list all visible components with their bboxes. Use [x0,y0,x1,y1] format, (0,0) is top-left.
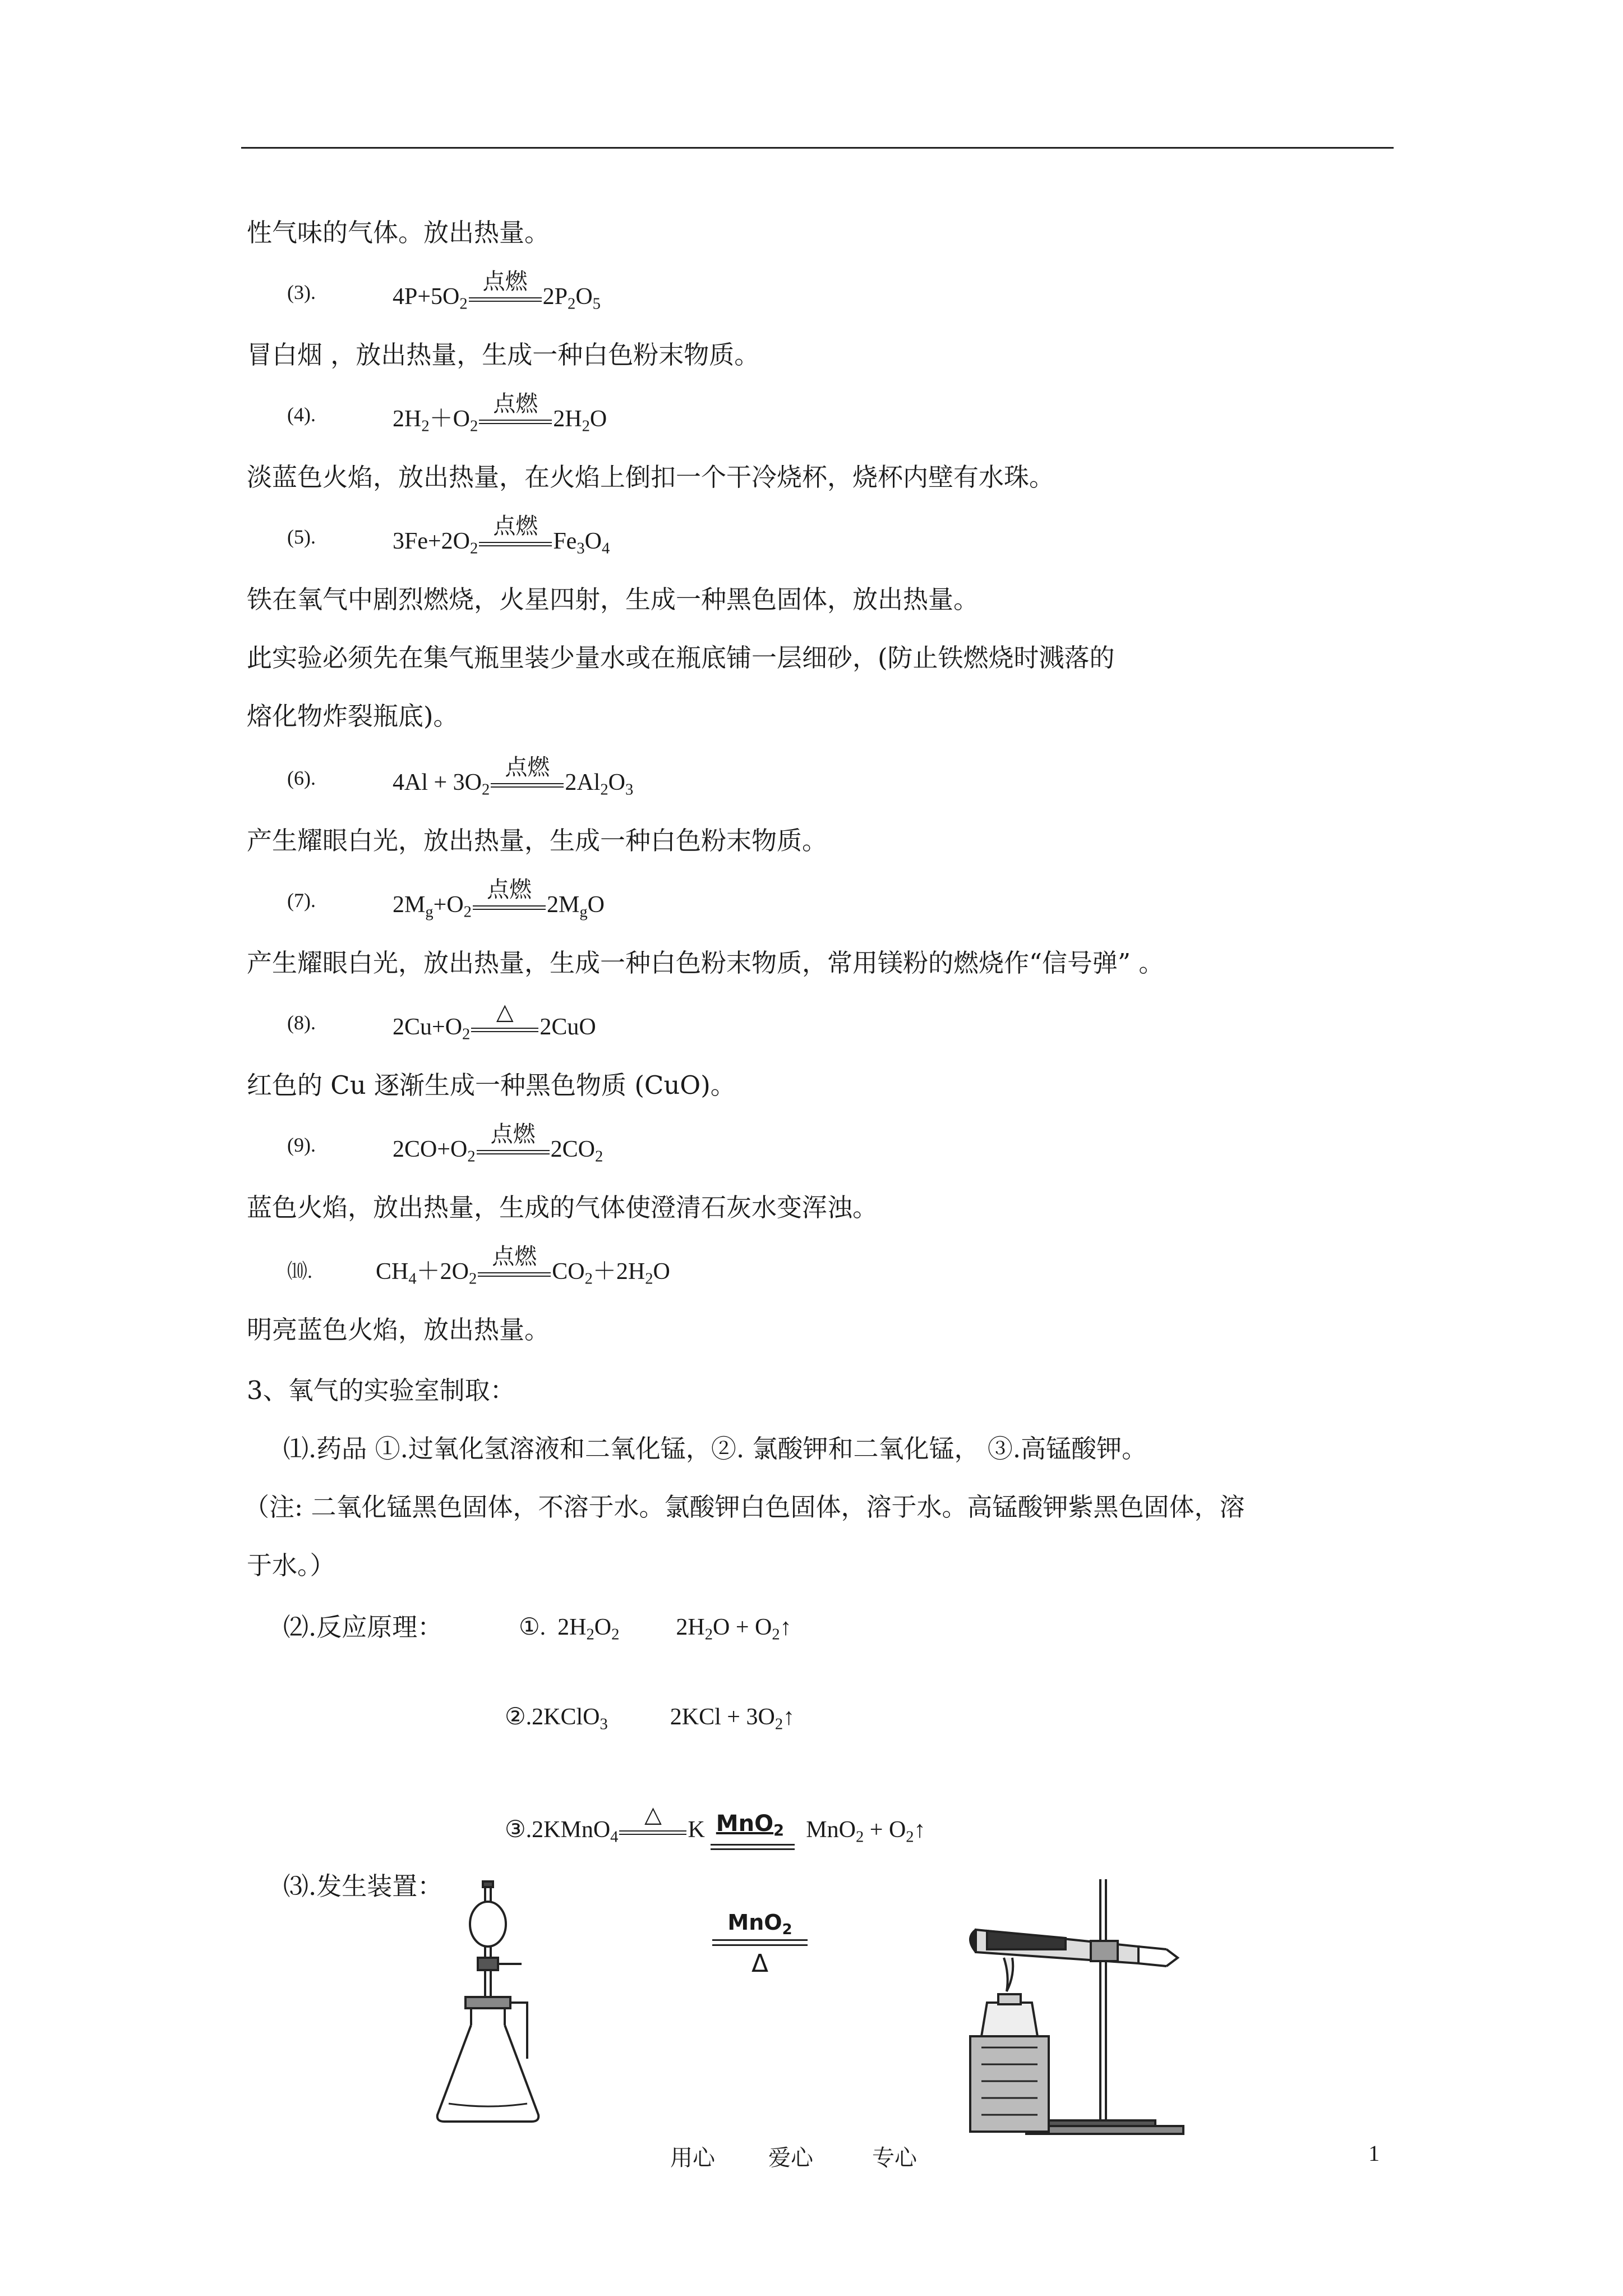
text-line: 红色的 Cu 逐渐生成一种黑色物质 (CuO)。 [247,1070,736,1100]
footer-text: 专心 [872,2145,917,2171]
text-line: ⑶.发生装置： [283,1871,443,1901]
principle-2: ②.2KClO$_3$ $2KCl + 3O_2↑$ [505,1704,795,1733]
text-line: 产生耀眼白光，放出热量，生成一种白色粉末物质，常用镁粉的燃烧作“信号弹” 。 [247,948,1164,978]
condition-arrow: 点燃 [469,282,542,304]
text-line: （注: 二氧化锰黑色固体，不溶于水。氯酸钾白色固体，溶于水。高锰酸钾紫黑色固体，溶 [244,1492,1245,1522]
header-rule [241,147,1394,149]
reaction-number: (9). [287,1134,316,1156]
test-tube-heating-image [953,1879,1189,2137]
reaction-7: $2M_g+O_2$ 点燃 $2M_gO$ [393,877,605,921]
mno2-catalyst-label: MnO$_2$ [705,1815,800,1837]
page-number: 1 [1368,2141,1380,2166]
reaction-9: $2CO+O_2$ 点燃 $2CO_2$ [393,1121,603,1166]
reaction-number: (4). [287,403,316,426]
text-line: ⑴.药品 ①.过氧化氢溶液和二氧化锰，②. 氯酸钾和二氧化锰， ③.高锰酸钾。 [283,1434,1147,1464]
text-line: 明亮蓝色火焰，放出热量。 [247,1315,550,1345]
text-line: 于水。） [247,1550,335,1580]
text-line: 淡蓝色火焰，放出热量，在火焰上倒扣一个干冷烧杯，烧杯内壁有水珠。 [247,462,1055,492]
text-line: 铁在氧气中剧烈燃烧，火星四射，生成一种黑色固体，放出热量。 [247,585,979,614]
reaction-number: (5). [287,526,316,548]
text-line: ⑵.反应原理： [283,1612,443,1642]
text-line: 性气味的气体。放出热量。 [247,218,550,247]
reaction-3: $4P+5O_2$ 点燃 $2P_2O_5$ [393,269,601,313]
catalyst-condition: MnO$_2$ Δ [712,1910,808,1978]
reaction-number: (7). [287,889,316,912]
reaction-number: (8). [287,1011,316,1034]
reaction-8: $2Cu+O_2$ △ 2CuO [393,999,596,1043]
reaction-10: $CH_4+2O_2$ 点燃 $CO_2+2H_2O$ [376,1244,670,1288]
flask-apparatus-image [432,1879,544,2132]
footer-text: 爱心 [768,2145,813,2171]
reaction-number: (6). [287,767,316,789]
section-heading: 3、氧气的实验室制取： [247,1375,515,1405]
reaction-number: (3). [287,281,316,303]
footer-text: 用心 [670,2145,715,2171]
text-line: 熔化物炸裂瓶底)。 [247,701,459,731]
principle-1: ①. $2H_2O_2$ $2H_2O$ + $O_2↑$ [519,1614,792,1644]
reaction-number: ⑽. [287,1260,313,1282]
text-line: 蓝色火焰，放出热量，生成的气体使澄清石灰水变浑浊。 [247,1193,878,1222]
reaction-4: $2H_2+O_2$ 点燃 $2H_2O$ [393,391,607,435]
text-line: 此实验必须先在集气瓶里装少量水或在瓶底铺一层细砂，(防止铁燃烧时溅落的 [247,643,1115,673]
text-line: 产生耀眼白光，放出热量，生成一种白色粉末物质。 [247,826,828,855]
text-line: 冒白烟 ，放出热量，生成一种白色粉末物质。 [247,340,760,370]
principle-3: ③.2KMnO$_4$ △ K MnO$_2$ $MnO_2 + O_2↑$ [505,1815,926,1842]
reaction-5: $3Fe+2O_2$ 点燃 $Fe_3O_4$ [393,513,610,558]
reaction-6: $4Al + 3O_2$ 点燃 $2Al_2O_3$ [393,754,634,799]
